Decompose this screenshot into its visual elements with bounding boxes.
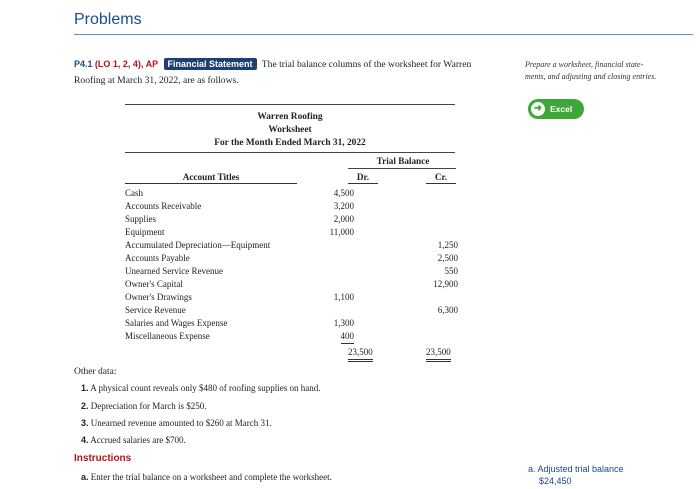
- total-debit: 23,500: [348, 346, 373, 362]
- worksheet-top-rule: [125, 104, 455, 105]
- total-credit: 23,500: [426, 346, 451, 362]
- table-row: [125, 330, 460, 343]
- table-row: [125, 200, 460, 213]
- problem-statement: [74, 56, 514, 89]
- trial-balance-header-rule: [348, 168, 456, 169]
- list-item-number: 3.: [81, 418, 89, 428]
- trial-balance-header: Trial Balance: [376, 156, 430, 166]
- row-account: Equipment: [125, 227, 165, 237]
- arrow-right-icon: ➜: [531, 102, 545, 116]
- row-debit: 4,500: [333, 188, 354, 198]
- row-credit: 550: [444, 266, 458, 276]
- problem-number: P4.1: [74, 59, 93, 69]
- page-title: Problems: [74, 11, 142, 28]
- margin-note-line1: Prepare a worksheet, financial state-: [525, 60, 644, 69]
- row-debit: 11,000: [329, 227, 354, 237]
- financial-statement-badge: Financial Statement: [164, 58, 257, 70]
- table-row: [125, 187, 460, 200]
- row-debit: 1,100: [333, 292, 354, 302]
- row-account: Cash: [125, 188, 143, 198]
- margin-note-line2: ments, and adjusting and closing entries.: [525, 72, 657, 81]
- table-row: [125, 213, 460, 226]
- row-account: Accounts Receivable: [125, 201, 202, 211]
- learning-objectives: (LO 1, 2, 4), AP: [94, 59, 159, 69]
- row-debit: 1,300: [333, 318, 354, 328]
- table-row: [125, 317, 460, 330]
- instruction-item-a: [81, 472, 332, 482]
- table-row: [125, 291, 460, 304]
- instructions-heading: Instructions: [74, 453, 132, 464]
- row-debit: 400: [341, 330, 355, 344]
- instruction-letter: a.: [81, 472, 89, 482]
- row-account: Accumulated Depreciation—Equipment: [125, 240, 271, 250]
- table-row: [125, 304, 460, 317]
- list-item: [81, 418, 272, 428]
- row-credit: 12,900: [433, 279, 458, 289]
- check-figure-label: a. Adjusted trial balance: [528, 464, 624, 474]
- other-data-heading: Other data:: [74, 367, 117, 377]
- list-item: [81, 383, 321, 393]
- col-account-titles: Account Titles: [125, 172, 297, 184]
- row-credit: 2,500: [437, 253, 458, 263]
- title-divider: [74, 34, 693, 35]
- list-item: [81, 401, 206, 411]
- row-account: Owner's Drawings: [125, 292, 192, 302]
- row-account: Service Revenue: [125, 305, 186, 315]
- worksheet-company: Warren Roofing: [257, 112, 323, 122]
- row-account: Accounts Payable: [125, 253, 190, 263]
- row-credit: 6,300: [437, 305, 458, 315]
- list-item-number: 1.: [81, 383, 89, 393]
- list-item-text: Depreciation for March is $250.: [90, 401, 207, 411]
- worksheet-header-rule: [125, 152, 455, 153]
- check-figure-value: $24,450: [539, 476, 572, 486]
- table-row: [125, 252, 460, 265]
- worksheet-doc-title: Worksheet: [268, 125, 312, 135]
- row-account: Salaries and Wages Expense: [125, 318, 228, 328]
- col-debit: Dr.: [348, 172, 378, 184]
- col-credit: Cr.: [426, 172, 456, 184]
- worksheet-period: For the Month Ended March 31, 2022: [214, 138, 366, 148]
- table-row: [125, 278, 460, 291]
- margin-note: [525, 59, 695, 83]
- row-credit: 1,250: [437, 240, 458, 250]
- table-row: [125, 265, 460, 278]
- check-figure: [528, 463, 688, 487]
- table-row: [125, 239, 460, 252]
- list-item-text: Accrued salaries are $700.: [90, 435, 186, 445]
- row-account: Miscellaneous Expense: [125, 331, 210, 341]
- excel-button-label: Excel: [550, 104, 573, 114]
- list-item-text: A physical count reveals only $480 of roofing supplies on hand.: [90, 383, 321, 393]
- list-item-number: 4.: [81, 435, 89, 445]
- row-account: Supplies: [125, 214, 157, 224]
- row-account: Unearned Service Revenue: [125, 266, 223, 276]
- list-item-number: 2.: [81, 401, 89, 411]
- row-debit: 3,200: [333, 201, 354, 211]
- problem-intro-line2: Roofing at March 31, 2022, are as follows.: [74, 75, 239, 86]
- excel-button[interactable]: [528, 99, 584, 119]
- problem-intro-line1: The trial balance columns of the worksheet for Warren: [261, 59, 472, 70]
- list-item-text: Unearned revenue amounted to $260 at March 31.: [90, 418, 272, 428]
- instruction-text: Enter the trial balance on a worksheet and complete the worksheet.: [90, 472, 332, 482]
- list-item: [81, 435, 186, 445]
- row-debit: 2,000: [333, 214, 354, 224]
- row-account: Owner's Capital: [125, 279, 183, 289]
- table-row: [125, 226, 460, 239]
